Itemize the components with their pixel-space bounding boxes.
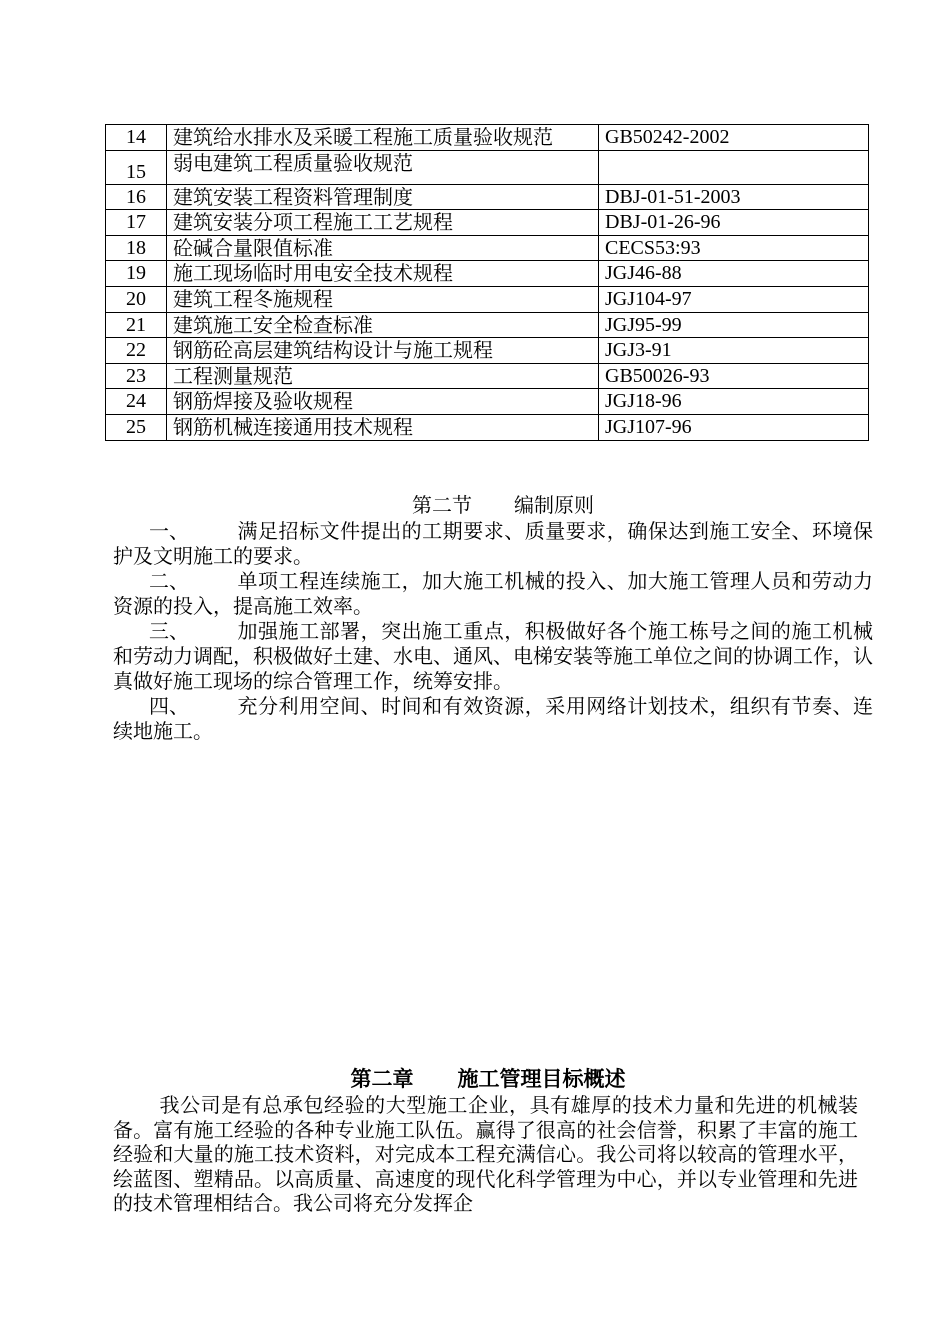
- principle-index: 二、: [149, 569, 189, 593]
- standard-code: CECS53:93: [599, 235, 869, 261]
- row-number: 20: [106, 286, 167, 312]
- row-number: 15: [106, 150, 167, 184]
- standard-code: [599, 150, 869, 184]
- paragraph-text: 我公司是有总承包经验的大型施工企业，具有雄厚的技术力量和先进的机械装备。富有施工经验的各种专业施工队伍。赢得了很高的社会信誉，积累了丰富的施工经验和大量的施工技术资料，对完成本工程充满信心。我公司将以较高的管理水平，绘蓝图、塑精品。以高质量、高速度的现代化科学管理为中心，并以专业管理和先进的技术管理相结合。我公司将充分发挥企: [113, 1093, 858, 1216]
- table-row: [106, 389, 869, 415]
- chapter-heading: [0, 1066, 950, 1092]
- principle-text: 单项工程连续施工，加大施工机械的投入、加大施工管理人员和劳动力资源的投入，提高施工效率。: [113, 569, 873, 618]
- chapter-number: 第二章: [350, 1066, 414, 1091]
- row-number: 21: [106, 312, 167, 338]
- principle-item: [113, 619, 873, 694]
- principle-item: [113, 519, 873, 569]
- standard-code: JGJ18-96: [599, 389, 869, 415]
- standard-code: GB50026-93: [599, 363, 869, 389]
- table-row: [106, 261, 869, 287]
- table-row: [106, 338, 869, 364]
- standard-name: 砼碱合量限值标准: [167, 235, 599, 261]
- section-title: 编制原则: [514, 493, 594, 517]
- standard-name: 建筑工程冬施规程: [167, 286, 599, 312]
- principle-index: 四、: [149, 694, 189, 718]
- standard-name: 建筑施工安全检查标准: [167, 312, 599, 338]
- table-row: [106, 286, 869, 312]
- principle-index: 三、: [149, 619, 189, 643]
- standard-name: 钢筋机械连接通用技术规程: [167, 414, 599, 440]
- standard-name: 弱电建筑工程质量验收规范: [167, 150, 599, 184]
- standards-table: [105, 124, 869, 441]
- row-number: 14: [106, 125, 167, 151]
- standard-name: 建筑安装分项工程施工工艺规程: [167, 210, 599, 236]
- row-number: 19: [106, 261, 167, 287]
- principle-text: 满足招标文件提出的工期要求、质量要求，确保达到施工安全、环境保护及文明施工的要求。: [113, 519, 873, 568]
- standard-code: JGJ95-99: [599, 312, 869, 338]
- principle-text: 充分利用空间、时间和有效资源，采用网络计划技术，组织有节奏、连续地施工。: [113, 694, 873, 743]
- table-row: [106, 414, 869, 440]
- section-number: 第二节: [412, 493, 472, 517]
- row-number: 23: [106, 363, 167, 389]
- table-row: [106, 312, 869, 338]
- table-row: [106, 125, 869, 151]
- standard-name: 工程测量规范: [167, 363, 599, 389]
- standard-code: JGJ104-97: [599, 286, 869, 312]
- standard-name: 建筑安装工程资料管理制度: [167, 184, 599, 210]
- principle-item: [113, 694, 873, 744]
- table-row: [106, 150, 869, 184]
- standard-code: GB50242-2002: [599, 125, 869, 151]
- standard-name: 建筑给水排水及采暖工程施工质量验收规范: [167, 125, 599, 151]
- table-row: [106, 363, 869, 389]
- standard-code: JGJ107-96: [599, 414, 869, 440]
- row-number: 22: [106, 338, 167, 364]
- table-row: [106, 210, 869, 236]
- row-number: 18: [106, 235, 167, 261]
- row-number: 16: [106, 184, 167, 210]
- standard-code: DBJ-01-51-2003: [599, 184, 869, 210]
- standard-name: 施工现场临时用电安全技术规程: [167, 261, 599, 287]
- row-number: 25: [106, 414, 167, 440]
- standard-name: 钢筋焊接及验收规程: [167, 389, 599, 415]
- principle-text: 加强施工部署，突出施工重点，积极做好各个施工栋号之间的施工机械和劳动力调配，积极做好土建、水电、通风、电梯安装等施工单位之间的协调工作，认真做好施工现场的综合管理工作，统筹安排。: [113, 619, 873, 693]
- standard-code: JGJ46-88: [599, 261, 869, 287]
- standard-code: JGJ3-91: [599, 338, 869, 364]
- chapter-title: 施工管理目标概述: [457, 1066, 626, 1091]
- table-row: [106, 184, 869, 210]
- principle-index: 一、: [149, 519, 189, 543]
- standard-code: DBJ-01-26-96: [599, 210, 869, 236]
- standard-name: 钢筋砼高层建筑结构设计与施工规程: [167, 338, 599, 364]
- row-number: 24: [106, 389, 167, 415]
- row-number: 17: [106, 210, 167, 236]
- section-heading: [0, 492, 950, 518]
- principle-item: [113, 569, 873, 619]
- table-row: [106, 235, 869, 261]
- chapter-paragraph: [113, 1093, 858, 1216]
